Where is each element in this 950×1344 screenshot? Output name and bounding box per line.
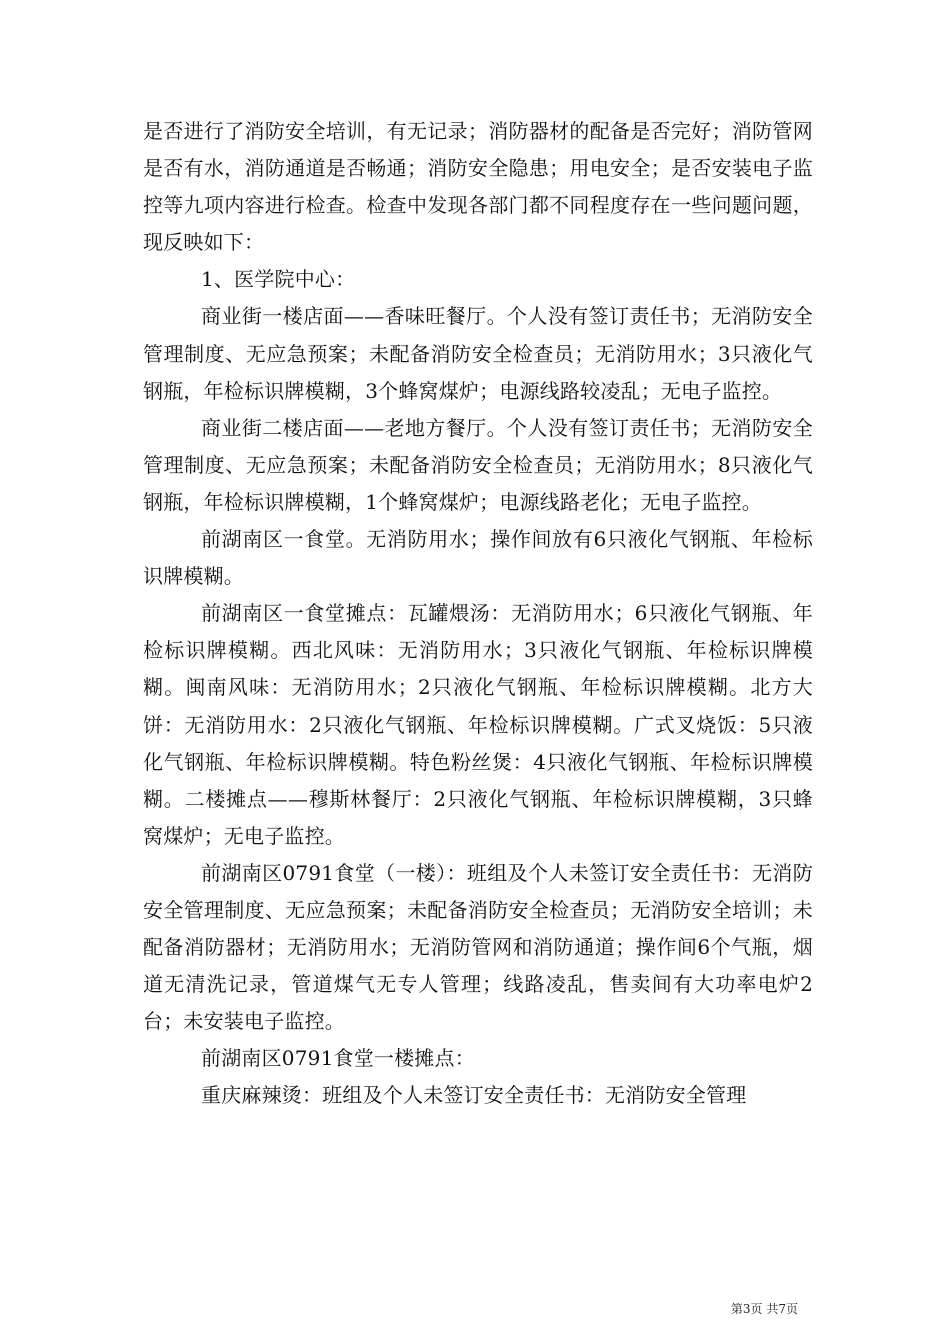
- paragraph-laodifang: 商业街二楼店面——老地方餐厅。个人没有签订责任书；无消防安全管理制度、无应急预案；未配备消防安全检查员；无消防用水；8只液化气钢瓶，年检标识牌模糊，1个蜂窝煤炉；电源线路老化；无电子监控。: [143, 415, 813, 514]
- paragraph-0791-stalls-heading: 前湖南区0791食堂一楼摊点：: [201, 1046, 475, 1071]
- document-body: [143, 113, 813, 1115]
- paragraph-0791-canteen: 前湖南区0791食堂（一楼）：班组及个人未签订安全责任书：无消防安全管理制度、无应急预案；未配备消防安全检查员；无消防安全培训；未配备消防器材；无消防用水；无消防管网和消防通道；操作间6个气瓶，烟道无清洗记录，管道煤气无专人管理；线路凌乱，售卖间有大功率电炉2台；未安装电子监控。: [143, 860, 813, 1034]
- section-heading-medical-center: 1、医学院中心：: [201, 267, 356, 292]
- paragraph-chongqing-malatang: 重庆麻辣烫：班组及个人未签订安全责任书：无消防安全管理: [201, 1083, 747, 1108]
- paragraph-first-canteen-stalls: 前湖南区一食堂摊点：瓦罐煨汤：无消防用水；6只液化气钢瓶、年检标识牌模糊。西北风味：无消防用水；3只液化气钢瓶、年检标识牌模糊。闽南风味：无消防用水；2只液化气钢瓶、年检标识牌模糊。北方大饼：无消防用水：2只液化气钢瓶、年检标识牌模糊。广式叉烧饭：5只液化气钢瓶、年检标识牌模糊。特色粉丝煲：4只液化气钢瓶、年检标识牌模糊。二楼摊点——穆斯林餐厅：2只液化气钢瓶、年检标识牌模糊，3只蜂窝煤炉；无电子监控。: [143, 601, 813, 848]
- paragraph-first-canteen: 前湖南区一食堂。无消防用水；操作间放有6只液化气钢瓶、年检标识牌模糊。: [143, 527, 813, 589]
- paragraph-continuation: 是否进行了消防安全培训，有无记录；消防器材的配备是否完好；消防管网是否有水，消防通道是否畅通；消防安全隐患；用电安全；是否安装电子监控等九项内容进行检查。检查中发现各部门都不同程度存在一些问题问题，现反映如下：: [143, 119, 813, 255]
- paragraph-xiangweiwang: 商业街一楼店面——香味旺餐厅。个人没有签订责任书；无消防安全管理制度、无应急预案；未配备消防安全检查员；无消防用水；3只液化气钢瓶，年检标识牌模糊，3个蜂窝煤炉；电源线路较凌乱；无电子监控。: [143, 304, 813, 403]
- page-number-footer: 第3页 共7页: [730, 1302, 798, 1316]
